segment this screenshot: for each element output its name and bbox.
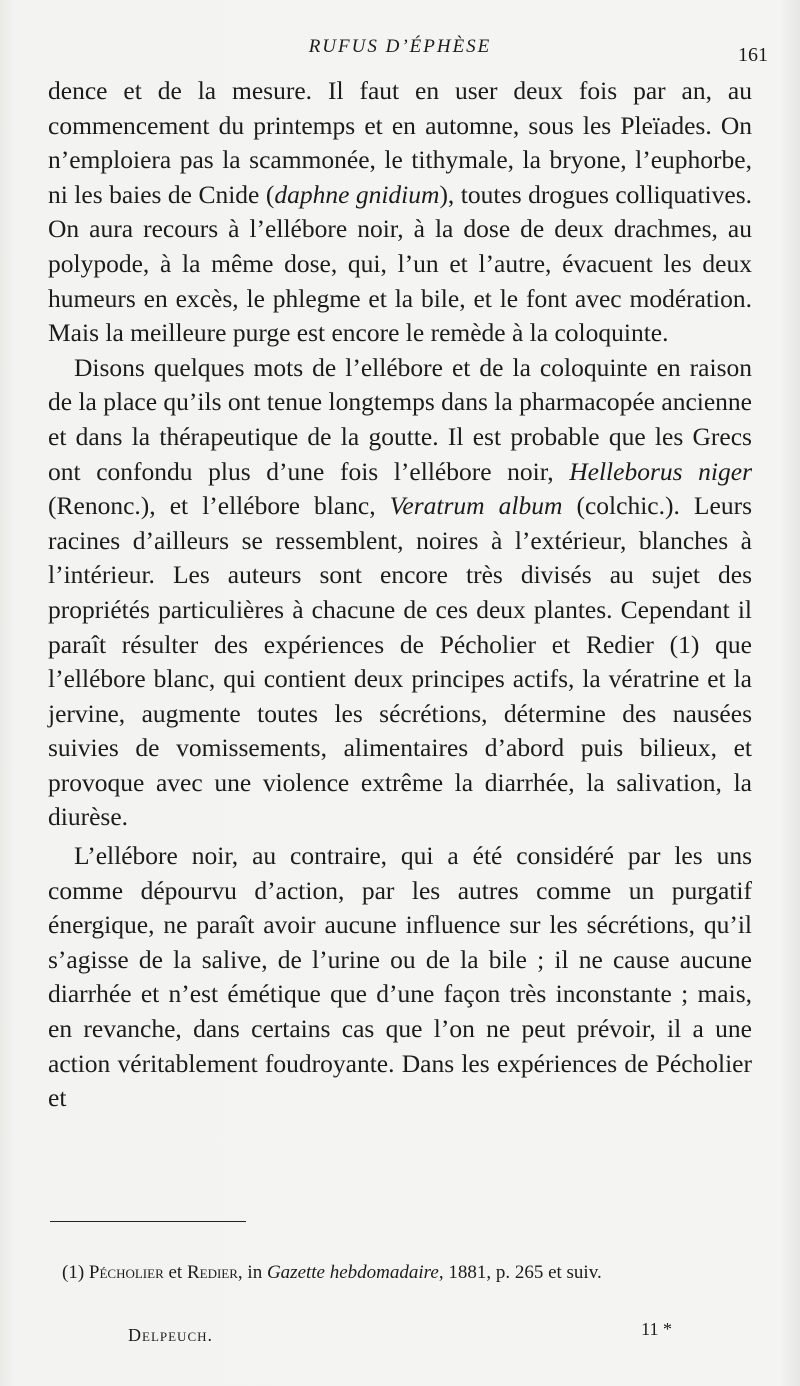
paragraph-3 xyxy=(48,839,752,1116)
paragraph-1-text-a: dence et de la mesure. Il faut en user deux fois par an, au commencement du printemps et en automne, sous les Pleïades. On n’emploiera pas la scammonée, le tithymale, la bryone, l’euphorbe, ni les baies de Cnide ( xyxy=(48,76,752,209)
paragraph-1-italic-a: daphne gnidium xyxy=(274,179,440,209)
body-text xyxy=(48,74,752,1116)
footnote-rest: , 1881, p. 265 et suiv. xyxy=(438,1262,602,1283)
footnote-text xyxy=(48,1262,752,1284)
footnote-author-1: Pécholier xyxy=(88,1262,164,1283)
signature-author: Delpeuch. xyxy=(128,1325,213,1345)
paragraph-2-text-a: Disons quelques mots de l’ellébore et de la coloquinte en raison de la place qu’ils ont tenue longtemps dans la pharmacopée ancienne et dans la thérapeutique de la goutte. Il est probable que les Grecs ont confondu plus d’une fois l’ellébore noir, xyxy=(48,352,752,486)
signature-mark: 11 * xyxy=(641,1319,672,1339)
paragraph-2-italic-a: Helleborus niger xyxy=(569,456,752,486)
signature-line xyxy=(48,1319,748,1351)
paragraph-2-text-b: (Renonc.), et l’ellébore blanc, xyxy=(48,491,390,521)
footnote-sep-1: et xyxy=(163,1262,187,1283)
footnote-marker: (1) xyxy=(62,1262,89,1283)
running-head xyxy=(0,36,800,66)
footnote-sep-2: , in xyxy=(237,1262,267,1283)
page-number: 161 xyxy=(738,44,768,66)
paragraph-2 xyxy=(48,351,752,835)
paragraph-1-text-b: ), toutes drogues colliquatives. On aura recours à l’ellébore noir, à la dose de deux drachmes, au polypode, à la même dose, qui, l’un et l’autre, évacuent les deux humeurs en excès, le phlegme et la bile, et le font avec modération. Mais la meilleure purge est encore le remède à la coloquinte. xyxy=(48,179,752,348)
paragraph-3-text-a: L’ellébore noir, au contraire, qui a été considéré par les uns comme dépourvu d’action, par les autres comme un purgatif énergique, ne paraît avoir aucune influence sur les sécrétions, qu’il s’agisse de la salive, de l’urine ou de la bile ; il ne cause aucune diarrhée et n’est émétique que d’une façon très inconstante ; mais, en revanche, dans certains cas que l’on ne peut prévoir, il a une action véritablement foudroyante. Dans les expériences de Pécholier et xyxy=(48,841,752,1113)
footnote-rule xyxy=(50,1221,246,1222)
footnote-author-2: Redier xyxy=(186,1262,238,1283)
paragraph-2-italic-b: Veratrum album xyxy=(389,491,563,521)
paragraph-2-text-c: (colchic.). Leurs racines d’ailleurs se ressemblent, noires à l’extérieur, blanches à l’intérieur. Les auteurs sont encore très divisés au sujet des propriétés particulières à chacune de ces deux plantes. Cependant il paraît résulter des expériences de Pécholier et Redier (1) que l’ellébore blanc, qui contient deux principes actifs, la vératrine et la jervine, augmente toutes les sécrétions, détermine des nausées suivies de vomissements, alimentaires d’abord puis bilieux, et provoque avec une violence extrême la diarrhée, la salivation, la diurèse. xyxy=(48,491,752,832)
footnote-journal: Gazette hebdomadaire xyxy=(266,1262,439,1283)
running-title: RUFUS D’ÉPHÈSE xyxy=(308,36,492,57)
footnote xyxy=(48,1262,752,1284)
paragraph-1 xyxy=(48,74,752,351)
